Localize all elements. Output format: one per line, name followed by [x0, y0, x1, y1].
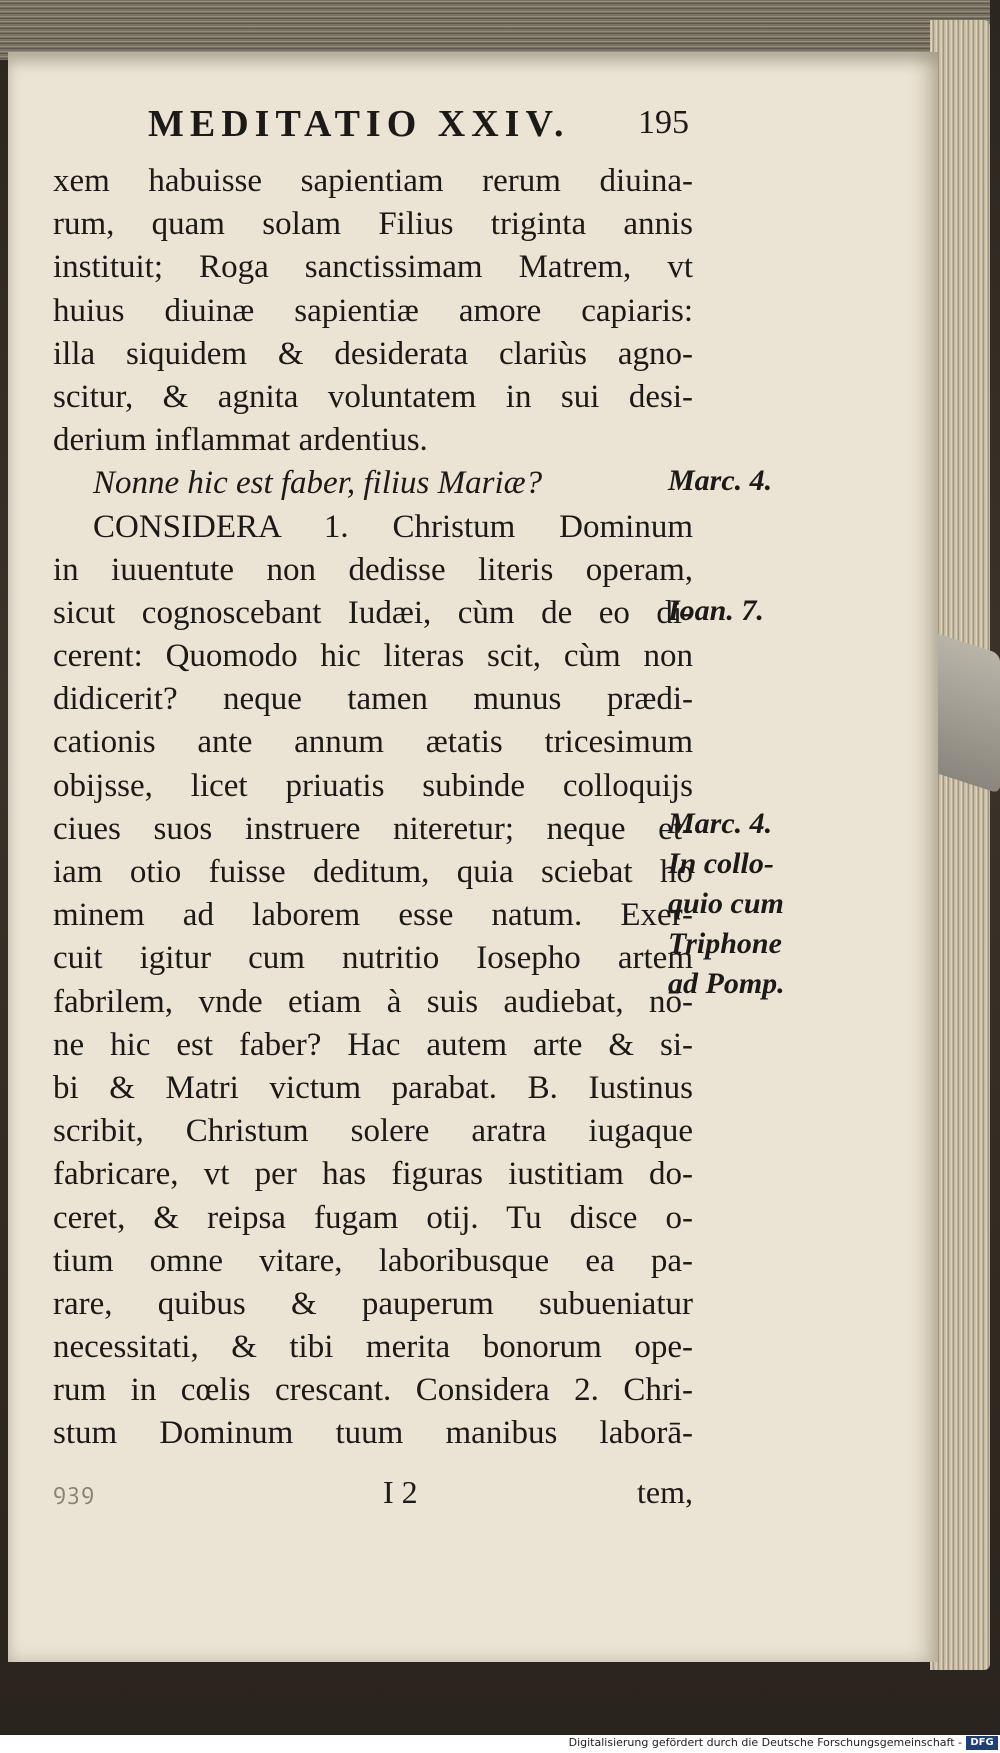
- margin-note: ad Pomp.: [668, 967, 785, 1000]
- margin-note: Marc. 4.: [668, 807, 773, 840]
- text-line: cerent: Quomodo hic literas scit, cùm non: [53, 638, 693, 675]
- text-line: scitur, & agnita voluntatem in sui desi-: [53, 378, 693, 415]
- dfg-logo: DFG: [966, 1736, 998, 1750]
- book-page: [8, 52, 938, 1662]
- page-footer: [53, 1474, 693, 1514]
- text-line: minem ad laborem esse natum. Exer-: [53, 897, 693, 934]
- text-line: xem habuisse sapientiam rerum diuina-: [53, 163, 693, 199]
- signature-mark: I 2: [383, 1474, 418, 1510]
- text-line: cationis ante annum ætatis tricesimum: [53, 724, 693, 761]
- text-line: derium inflammat ardentius.: [53, 422, 428, 459]
- text-line: rum in cœlis crescant. Considera 2. Chri-: [53, 1372, 693, 1409]
- text-line: scribit, Christum solere aratra iugaque: [53, 1113, 693, 1150]
- text-line: ceret, & reipsa fugam otij. Tu disce o-: [53, 1199, 693, 1236]
- text-line: stum Dominum tuum manibus laborā-: [53, 1415, 693, 1452]
- library-stamp-smudge: ꝯꝫꝯ: [53, 1479, 97, 1504]
- credit-text: Digitalisierung gefördert durch die Deutsche Forschungsgemeinschaft -: [568, 1736, 962, 1749]
- text-line: CONSIDERA 1. Christum Dominum: [93, 508, 693, 545]
- margin-note: Marc. 4.: [668, 464, 773, 497]
- text-line: rare, quibus & pauperum subueniatur: [53, 1285, 693, 1322]
- text-line: instituit; Roga sanctissimam Matrem, vt: [53, 249, 693, 286]
- credit-bar: [0, 1735, 1000, 1753]
- book-top-edges: [0, 0, 990, 60]
- scripture-quote: Nonne hic est faber, filius Mariæ?: [93, 465, 543, 502]
- margin-note: Triphone: [668, 927, 782, 960]
- text-line: in iuuentute non dedisse literis operam,: [53, 551, 693, 588]
- running-head: MEDITATIO XXIV.: [148, 103, 570, 145]
- text-line: bi & Matri victum parabat. B. Iustinus: [53, 1069, 693, 1106]
- margin-note: quio cum: [668, 887, 784, 920]
- catchword: tem,: [637, 1474, 693, 1510]
- margin-note: Ioan. 7.: [668, 594, 764, 627]
- text-line: iam otio fuisse deditum, quia sciebat ho: [53, 854, 693, 890]
- text-line: didicerit? neque tamen munus prædi-: [53, 681, 693, 718]
- text-line: rum, quam solam Filius triginta annis: [53, 206, 693, 243]
- text-line: fabrilem, vnde etiam à suis audiebat, nō-: [53, 983, 693, 1020]
- page-number: 195: [638, 104, 689, 141]
- text-line: cuit igitur cum nutritio Iosepho artem: [53, 940, 693, 977]
- book-page-edges: [930, 20, 990, 1670]
- text-line: necessitati, & tibi merita bonorum ope-: [53, 1329, 693, 1366]
- text-line: fabricare, vt per has figuras iustitiam do-: [53, 1156, 693, 1193]
- text-line: tium omne vitare, laboribusque ea pa-: [53, 1242, 693, 1279]
- text-line: ciues suos instruere niteretur; neque et-: [53, 810, 693, 847]
- text-line: sicut cognoscebant Iudæi, cùm de eo di-: [53, 594, 693, 631]
- text-line: illa siquidem & desiderata clariùs agno-: [53, 335, 693, 372]
- margin-note: In collo-: [668, 847, 774, 880]
- margin-notes: [8, 52, 938, 1652]
- text-line: obijsse, licet priuatis subinde colloquijs: [53, 767, 693, 804]
- text-line: ne hic est faber? Hac autem arte & si-: [53, 1026, 693, 1063]
- text-line: huius diuinæ sapientiæ amore capiaris:: [53, 292, 693, 329]
